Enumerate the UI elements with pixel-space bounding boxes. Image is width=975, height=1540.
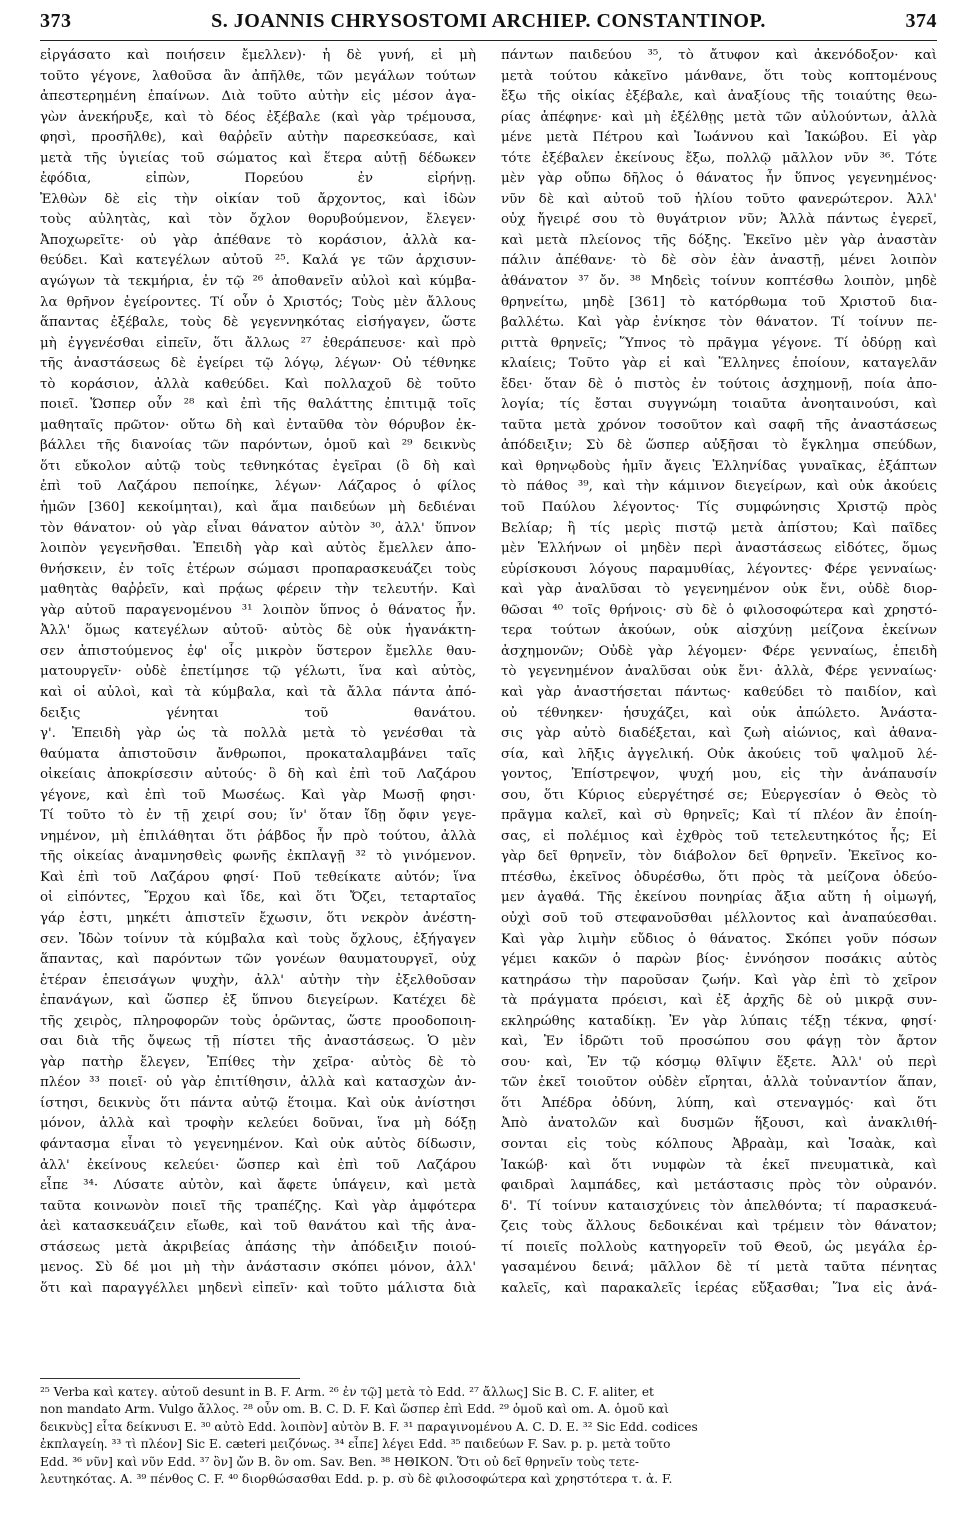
text-line: τῆς ἀναστάσεως δὲ ἐγείρει τῷ λόγῳ, λέγων· Οὐ τέθνηκε: [40, 356, 476, 372]
text-line: κατηράσω τὴν παροῦσαν ζωήν. Καὶ γὰρ ἐπὶ τὸ χεῖρον: [501, 972, 937, 988]
text-line: πάντων παιδεύου ³⁵, τὸ ἄτυφον καὶ ἀκενόδοξον· καὶ: [501, 48, 937, 63]
text-line: μαθηταῖς πρῶτον· οὕτω δὴ καὶ ἐνταῦθα τὸν θόρυβον ἐκ-: [40, 417, 476, 433]
text-line: καὶ γὰρ ἀναστήσεται πάντως· καθεύδει τὸ παιδίον, καὶ: [501, 684, 937, 700]
text-line: σαι διὰ τῆς ὄψεως τῇ πίστει τῆς ἀναστάσεως. Ὁ μὲν: [40, 1034, 476, 1050]
text-line: μὴ ἐγγενέσθαι εἰπεῖν, ὅτι ἄλλως ²⁷ ἐθεράπευσε· καὶ πρὸ: [40, 335, 476, 351]
text-line: δειξις γένηται τοῦ θανάτου.: [40, 705, 476, 721]
text-line: τοὺς αὐλητὰς, καὶ τὸν ὄχλον θορυβούμενον, ἔλεγεν·: [40, 212, 476, 228]
text-line: καὶ θρηνῳδοὺς ἡμῖν ἄγεις Ἑλληνίδας γυναῖκας, ἐξάπτων: [501, 458, 937, 474]
text-line: τῆς οἰκείας ἀναμνησθεὶς φωνῆς ἐκπλαγῇ ³² τὸ γινόμενον.: [40, 849, 476, 865]
text-line: ὅτι εὔκολον αὐτῷ τοὺς τεθνηκότας ἐγεῖραι (ὃ δὴ καὶ: [40, 458, 476, 474]
text-line: τερα τούτων ἀκούων, οὐκ αἰσχύνῃ μείζονα ἐκείνων: [501, 623, 937, 639]
text-line: μὲν γὰρ οὔπω δῆλος ὁ θάνατος ἦν ὕπνος γεγενημένος·: [501, 171, 937, 187]
text-line: ἀεὶ κατασκευάζειν εἴωθε, καὶ τοῦ θανάτου καὶ τῆς ἀνα-: [40, 1219, 476, 1235]
footnote-line: Edd. ³⁶ νῦν] καὶ νῦν Edd. ³⁷ ὂν] ὤν B. ὂν om. Sav. Ben. ³⁸ ΗΘΙΚΟΝ. Ὅτι οὐ δεῖ θρηνεῖν τοὺς τετε-: [40, 1454, 640, 1469]
text-line: πάλιν ἀπέθανε· τὸ δὲ σὸν ἐὰν ἀναστῇ, μένει λοιπὸν: [501, 253, 937, 269]
text-line: φαιδραὶ λαμπάδες, καὶ μετάστασις πρὸς τὸν οὐρανόν.: [501, 1178, 937, 1194]
running-title: S. JOANNIS CHRYSOSTOMI ARCHIEP. CONSTANTINOP.: [211, 10, 766, 32]
text-line: τῆς χειρὸς, πληροφορῶν τοὺς ὁρῶντας, ὥστε προοδοποιη-: [40, 1013, 476, 1029]
text-line: Καὶ ἐπὶ τοῦ Λαζάρου φησί· Ποῦ τεθείκατε αὐτόν; ἵνα: [40, 869, 476, 885]
text-line: οὐχὶ σοῦ τοῦ στεφανοῦσθαι μέλλοντος καὶ ἀναπαύεσθαι.: [501, 910, 937, 926]
left-column: [40, 46, 476, 1376]
text-line: Ἀπὸ ἀνατολῶν καὶ δυσμῶν ἥξουσι, καὶ ἀνακλιθή-: [501, 1116, 937, 1132]
page-number-right: 374: [905, 10, 937, 32]
footnote-line: δεικνὺς] εἶτα δείκνυσι E. ³⁰ αὐτὸ Edd. λοιπὸν] αὐτὸν B. F. ³¹ παραγινομένου A. C. D. E. ³² Sic Edd. codices: [40, 1419, 698, 1434]
text-line: τὸ γεγενημένον ἀναλῦσαι οὐκ ἔνι· ἀλλὰ, Φέρε γενναίως·: [501, 664, 937, 680]
text-line: τί ποιεῖς πολλοὺς κατηγορεῖν τοῦ Θεοῦ, ὡς μεγάλα ἐρ-: [501, 1239, 937, 1255]
text-line: μετὰ τούτου κἀκεῖνο μάνθανε, ὅτι τοὺς κοπτομένους: [501, 68, 937, 84]
footnote-line: non mandato Arm. Vulgo ἄλλος. ²⁸ οὖν om. B. C. D. F. Καὶ ὥσπερ ἐπὶ Edd. ²⁹ ὁμοῦ καὶ om. A. ὁμοῦ καὶ: [40, 1402, 669, 1417]
text-line: καὶ μετὰ πλείονος τῆς δόξης. Ἐκεῖνο μὲν γὰρ ἀναστὰν: [501, 232, 937, 248]
text-line: μετὰ τῆς ὑγιείας τοῦ σώματος καὶ ἕτερα αὐτῇ δέδωκεν: [40, 150, 476, 166]
text-line: Καὶ γὰρ λιμὴν εὔδιος ὁ θάνατος. Σκόπει γοῦν πόσων: [501, 931, 937, 947]
text-line: νῦν δὲ καὶ αὐτοῦ τοῦ ἡλίου τοῦτο φανερώτερον. Ἀλλ': [501, 191, 937, 207]
text-line: ἔδει· ὅταν δὲ ὁ πιστὸς ἐν τούτοις ἀσχημονῇ, ποία ἀπο-: [501, 376, 937, 392]
text-line: ἀλλ' ἐκείνους κελεύει· ὥσπερ καὶ ἐπὶ τοῦ Λαζάρου: [40, 1157, 476, 1173]
text-line: οὐχ ἤγειρέ σου τὸ θυγάτριον νῦν; Ἀλλὰ πάντως ἐγερεῖ,: [501, 212, 937, 228]
text-line: τὸ πάθος ³⁹, καὶ τὴν κάμινον διεγείρων, καὶ οὐκ ἀκούεις: [501, 479, 937, 495]
text-line: νημένον, μὴ ἐπιλάθηται ὅτι ῥάβδος ἦν πρὸ τούτου, ἀλλὰ: [40, 828, 476, 844]
text-line: ματουργεῖν· οὐδὲ ἐπετίμησε τῷ γέλωτι, ἵνα καὶ αὐτὸς,: [40, 664, 476, 680]
text-line: τοῦ Παύλου λέγοντος· Τίς συμφώνησις Χριστῷ πρὸς: [501, 500, 937, 516]
text-line: καλεῖς, καὶ παρακαλεῖς ἱερέας εὔξασθαι; Ἵνα εἰς ἀνά-: [501, 1280, 937, 1296]
text-line: μεν ἀγαθά. Τῆς ἐκείνου πονηρίας ἄξια αὕτη ἡ οἰμωγή,: [501, 890, 937, 906]
text-line: τὸ κοράσιον, ἀλλὰ καθεύδει. Καὶ πολλαχοῦ δὲ τοῦτο: [40, 376, 476, 392]
text-columns: [40, 46, 937, 1376]
text-line: θῶσαι ⁴⁰ τοῖς θρήνοις· σὺ δὲ ὁ φιλοσοφώτερα καὶ χρηστό-: [501, 602, 937, 618]
text-line: βάλλει τῆς διανοίας τῶν παρόντων, ὁμοῦ καὶ ²⁹ δεικνὺς: [40, 438, 476, 454]
text-line: ρίας ἀπέφηνε· καὶ μὴ ἐξέλθῃς μετὰ τῶν αὐλούντων, ἀλλὰ: [501, 109, 937, 125]
footnote-line: ²⁵ Verba καὶ κατεγ. αὐτοῦ desunt in B. F. Arm. ²⁶ ἐν τῷ] μετὰ τὸ Edd. ²⁷ ἄλλως] Sic B. C. F. aliter, et: [40, 1385, 654, 1399]
text-line: γάρ ἐστι, μηκέτι ἀπιστεῖν ἔχωσιν, ὅτι νεκρὸν ἀνέστη-: [40, 910, 476, 926]
text-line: εἰργάσατο καὶ ποιήσειν ἔμελλεν)· ἡ δὲ γυνή, εἰ μὴ: [40, 48, 476, 63]
text-line: λα θρῆνον ἐγείροντες. Τί οὖν ὁ Χριστός; Τοὺς μὲν ἄλλους: [40, 294, 476, 310]
text-line: εἶπε ³⁴· Λύσατε αὐτὸν, καὶ ἄφετε ὑπάγειν, καὶ μετὰ: [40, 1178, 476, 1194]
text-line: γέμει κακῶν ὁ παρὼν βίος· ἐννόησον ποσάκις αὐτὸς: [501, 952, 937, 968]
text-line: τοῦτο γέγονε, λαθοῦσα ἂν ἀπῆλθε, τῶν μεγάλων τούτων: [40, 68, 476, 84]
text-line: ἑτέραν ἐπεισάγων ψυχὴν, ἀλλ' αὐτὴν τὴν ἐξελθοῦσαν: [40, 972, 476, 988]
text-line: πλέον ³³ ποιεῖ· οὐ γὰρ ἐπιτίθησιν, ἀλλὰ καὶ κατασχὼν ἀν-: [40, 1075, 476, 1091]
text-line: ἀθάνατον ³⁷ ὄν. ³⁸ Μηδεὶς τοίνυν κοπτέσθω λοιπὸν, μηδὲ: [501, 274, 937, 290]
text-line: ἀπόδειξιν; Σὺ δὲ ὥσπερ αὐξῆσαι τὸ ἔγκλημα σπεύδων,: [501, 438, 937, 454]
text-line: θαύματα ἀπιστοῦσιν ἄνθρωποι, προκαταλαμβάνει ταῖς: [40, 746, 476, 762]
text-line: ζεις τοὺς ἄλλους δεδοικέναι καὶ τρέμειν τὸν θάνατον;: [501, 1219, 937, 1235]
text-line: σας, εἰ πολέμιος καὶ ἐχθρὸς τοῦ τετελευτηκότος ἧς; Εἰ: [501, 828, 937, 844]
text-line: Βελίαρ; ἢ τίς μερὶς πιστῷ μετὰ ἀπίστου; Καὶ παῖδες: [501, 520, 937, 536]
text-line: μαθητὰς θαῤῥεῖν, καὶ πρᾴως φέρειν τὴν τελευτήν. Καὶ: [40, 582, 476, 598]
text-line: μὲν Ἑλλήνων οἱ μηδὲν περὶ ἀναστάσεως εἰδότες, ὅμως: [501, 541, 937, 557]
page-number-left: 373: [40, 10, 72, 32]
text-line: σις γὰρ αὐτὸ διαδέξεται, καὶ ζωὴ αἰώνιος, καὶ ἀθανα-: [501, 726, 937, 742]
right-column: [501, 46, 937, 1376]
text-line: ἅπαντας ἐξέβαλε, τοὺς δὲ γεγεννηκότας εἰσήγαγεν, ὥστε: [40, 315, 476, 331]
footnote-line: λευτηκότας. A. ³⁹ πένθος C. F. ⁴⁰ διορθώσασθαι Edd. p. p. σὺ δὲ φιλοσοφώτερα καὶ χρηστότερα τ. ἀ. F.: [40, 1471, 673, 1486]
text-line: σου· καὶ, Ἐν τῷ κόσμῳ θλῖψιν ἕξετε. Ἀλλ' οὐ περὶ: [501, 1054, 937, 1070]
text-line: ποιεῖ. Ὥσπερ οὖν ²⁸ καὶ ἐπὶ τῆς θαλάττης ἐπιτιμᾷ τοῖς: [40, 397, 476, 413]
text-line: καὶ γὰρ ἀναλῦσαι τὸ γεγενημένον οὐκ ἔνι, οὐδὲ διορ-: [501, 582, 937, 598]
text-line: ριττὰ θρηνεῖς; Ὕπνος τὸ πρᾶγμα γέγονε. Τί ὀδύρῃ καὶ: [501, 335, 937, 351]
text-line: γὰρ δεῖ θρηνεῖν, τὸν διάβολον δεῖ θρηνεῖν. Ἐκεῖνος κο-: [501, 849, 937, 865]
text-line: ὅτι καὶ παραγγέλλει μηδενὶ εἰπεῖν· καὶ τοῦτο μάλιστα διὰ: [40, 1280, 476, 1296]
text-line: εκληρώθης καταδίκῃ. Ἐν γὰρ λύπαις τέξῃ τέκνα, φησί·: [501, 1013, 937, 1029]
text-line: σία, καὶ λῆξις ἀγγελική. Οὐκ ἀκούεις τοῦ ψαλμοῦ λέ-: [501, 746, 937, 762]
text-line: εὑρίσκουσι λόγους παραμυθίας, λέγοντες· Φέρε γενναίως·: [501, 561, 937, 577]
text-line: τὸν θάνατον· οὐ γὰρ εἶναι θάνατον αὐτὸν ³⁰, ἀλλ' ὕπνον: [40, 520, 476, 536]
text-line: ἀπεστερημένη ἐπαίνων. Διὰ τοῦτο αὐτὴν εἰς μέσον ἀγα-: [40, 89, 476, 105]
text-line: φησὶ, προσῆλθε), καὶ θαῤῥεῖν αὐτὴν παρεσκεύασε, καὶ: [40, 130, 476, 146]
text-line: γέγονε, καὶ ἐπὶ τοῦ Μωσέως. Καὶ γὰρ Μωσῇ φησι·: [40, 787, 476, 803]
text-line: μόνον, ἀλλὰ καὶ τροφὴν κελεύει δοῦναι, ἵνα μὴ δόξῃ: [40, 1116, 476, 1132]
text-line: οἰκείαις ἀποκρίσεσιν αὐτούς· ὃ δὴ καὶ ἐπὶ τοῦ Λαζάρου: [40, 767, 476, 783]
text-line: λογία; τίς ἔσται συγγνώμη τοιαῦτα ἀνοηταινούσι, καὶ: [501, 397, 937, 413]
text-line: ἐφόδια, εἰπὼν, Πορεύου ἐν εἰρήνῃ.: [40, 171, 476, 187]
text-line: αγώγων τὰ τεκμήρια, ἐν τῷ ²⁶ ἀποθανεῖν αὐλοὶ καὶ κύμβα-: [40, 274, 476, 290]
footnote-rule: [40, 1378, 300, 1379]
text-line: δ'. Τί τοίνυν καταισχύνεις τὸν ἀπελθόντα; τί παρασκευά-: [501, 1198, 937, 1214]
text-line: οὐ τέθνηκεν· ἡσυχάζει, καὶ οὐκ ἀπώλετο. Ἀνάστα-: [501, 705, 937, 721]
text-line: λοιπὸν γεγενῆσθαι. Ἐπειδὴ γὰρ καὶ αὐτὸς ἔμελλεν ἀπο-: [40, 541, 476, 557]
text-line: Ἀποχωρεῖτε· οὐ γὰρ ἀπέθανε τὸ κοράσιον, ἀλλὰ κα-: [40, 232, 476, 248]
text-line: καὶ οἱ αὐλοὶ, καὶ τὰ κύμβαλα, καὶ τὰ ἄλλα πάντα ἀπό-: [40, 684, 476, 700]
text-line: ὅτι Ἀπέδρα ὀδύνη, λύπη, καὶ στεναγμός· καὶ ὅτι: [501, 1095, 937, 1111]
text-line: ἔξω τῆς οἰκίας ἐξέβαλε, καὶ ἀναξίους τῆς τοιαύτης θεω-: [501, 89, 937, 105]
text-line: θεύδει. Καὶ κατεγέλων αὐτοῦ ²⁵. Καλά γε τῶν ἀρχισυν-: [40, 253, 476, 269]
page-header: [40, 8, 937, 41]
text-line: ταῦτα κοινωνὸν ποιεῖ τῆς τραπέζης. Καὶ γὰρ ἀμφότερα: [40, 1198, 476, 1214]
text-line: πτέσθω, ἐκεῖνος ὀδυρέσθω, ὅτι πρὸς τὰ μείζονα ὁδεύο-: [501, 869, 937, 885]
text-line: Ἰακώβ· καὶ ὅτι νυμφὼν τὰ ἐκεῖ πνευματικὰ, καὶ: [501, 1157, 937, 1173]
text-line: γὰρ πατὴρ ἔλεγεν, Ἐπίθες τὴν χεῖρα· αὐτὸς δὲ τὸ: [40, 1054, 476, 1070]
text-line: γασαμένου δεινά; μᾶλλον δὲ τί μετὰ ταῦτα πένητας: [501, 1260, 937, 1276]
text-line: τῶν ἐκεῖ τοιοῦτον οὐδὲν εἴρηται, ἀλλὰ τοὐναντίον ἅπαν,: [501, 1075, 937, 1091]
text-line: βαλλέτω. Καὶ γὰρ ἐνίκησε τὸν θάνατον. Τί τοίνυν πε-: [501, 315, 937, 331]
text-line: ἐπανάγων, καὶ ὥσπερ ἐξ ὕπνου διεγείρων. Κατέχει δὲ: [40, 993, 476, 1009]
text-line: σονται εἰς τοὺς κόλπους Ἀβραὰμ, καὶ Ἰσαὰκ, καὶ: [501, 1136, 937, 1152]
text-line: γὰρ αὐτοῦ παραγενομένου ³¹ λοιπὸν ὕπνος ὁ θάνατος ἦν.: [40, 602, 476, 618]
text-line: τὰ πράγματα πρόεισι, καὶ ἐξ ἀρχῆς δὲ οὐ μικρᾷ συν-: [501, 993, 937, 1009]
text-line: σου, ὅτι Κύριος εὐεργέτησέ σε; Εὐεργεσίαν ὁ Θεὸς τὸ: [501, 787, 937, 803]
text-line: τότε ἐξέβαλεν ἐκείνους ἔξω, πολλῷ μᾶλλον νῦν ³⁶. Τότε: [501, 150, 937, 166]
footnotes: [40, 1384, 937, 1488]
text-line: καὶ, Ἐν ἱδρῶτι τοῦ προσώπου σου φάγῃ τὸν ἄρτον: [501, 1034, 937, 1050]
text-line: γοντος, Ἐπίστρεψον, ψυχή μου, εἰς τὴν ἀνάπαυσίν: [501, 767, 937, 783]
footnote-line: ἐκπλαγείη. ³³ τὶ πλέον] Sic E. cæteri μειζόνως. ³⁴ εἶπε] λέγει Edd. ³⁵ παιδεύων F. Sav. p. p. μετὰ τοῦτο: [40, 1437, 671, 1452]
text-line: ταῦτα μετὰ χρόνον τοσοῦτον καὶ σαφῆ τῆς ἀναστάσεως: [501, 417, 937, 433]
text-line: πρᾶγμα καλεῖ, καὶ σὺ θρηνεῖς; Καὶ τί πλέον ἂν ἐποίη-: [501, 808, 937, 824]
text-line: στάσεως μετὰ ἀκριβείας ἁπάσης τὴν ἀπόδειξιν ποιού-: [40, 1239, 476, 1255]
text-line: οἱ εἰπόντες, Ἔρχου καὶ ἴδε, καὶ ὅτι Ὄζει, τεταρταῖος: [40, 890, 476, 906]
text-line: θρηνείτω, μηδὲ [361] τὸ κατόρθωμα τοῦ Χριστοῦ δια-: [501, 294, 937, 310]
text-line: γ'. Ἐπειδὴ γὰρ ὡς τὰ πολλὰ μετὰ τὸ γενέσθαι τὰ: [40, 726, 476, 742]
text-line: θνήσκειν, ἐν τοῖς ἑτέρων σώμασι προπαρασκευάζει τοὺς: [40, 561, 476, 577]
text-line: ἀσχημονῶν; Οὐδὲ γὰρ λέγομεν· Φέρε γενναίως, ἐπειδὴ: [501, 643, 937, 659]
text-line: ἡμῶν [360] κεκοίμηται), καὶ ἅμα παιδεύων μὴ δεδιέναι: [40, 500, 476, 516]
text-line: φάντασμα εἶναι τὸ γεγενημένον. Καὶ οὐκ αὐτὸς δίδωσιν,: [40, 1136, 476, 1152]
text-line: ίστησι, δεικνὺς ὅτι πάντα αὐτῷ ἕτοιμα. Καὶ οὐκ ἀνίστησι: [40, 1095, 476, 1111]
text-line: ἅπαντας, καὶ παρόντων τῶν γονέων θαυματουργεῖ, οὐχ: [40, 952, 476, 968]
text-line: σεν. Ἰδὼν τοίνυν τὰ κύμβαλα καὶ τοὺς ὄχλους, ἐξήγαγεν: [40, 931, 476, 947]
text-line: Τί τοῦτο τὸ ἐν τῇ χειρί σου; ἵν' ὅταν ἴδῃ ὄφιν γεγε-: [40, 808, 476, 824]
text-line: μένε μετὰ Πέτρου καὶ Ἰωάννου καὶ Ἰακώβου. Εἰ γὰρ: [501, 130, 937, 146]
text-line: γὼν ἀνεκήρυξε, καὶ τὸ δέος ἐξέβαλε (καὶ γὰρ τρέμουσα,: [40, 109, 476, 125]
text-line: ἐπὶ τοῦ Λαζάρου πεποίηκε, λέγων· Λάζαρος ὁ φίλος: [40, 479, 476, 495]
text-line: κλαίεις; Τοῦτο γὰρ εἰ καὶ Ἕλληνες ἐποίουν, καταγελᾶν: [501, 356, 937, 372]
text-line: σεν ἀπιστούμενος ἐφ' οἷς μικρὸν ὕστερον ἔμελλε θαυ-: [40, 643, 476, 659]
text-line: μενος. Σὺ δέ μοι μὴ τὴν ἀνάστασιν σκόπει μόνον, ἀλλ': [40, 1260, 476, 1276]
text-line: Ἀλλ' ὅμως κατεγέλων αὐτοῦ· αὐτὸς δὲ οὐκ ἠγανάκτη-: [40, 623, 476, 639]
text-line: Ἐλθὼν δὲ εἰς τὴν οἰκίαν τοῦ ἄρχοντος, καὶ ἰδὼν: [40, 191, 476, 207]
